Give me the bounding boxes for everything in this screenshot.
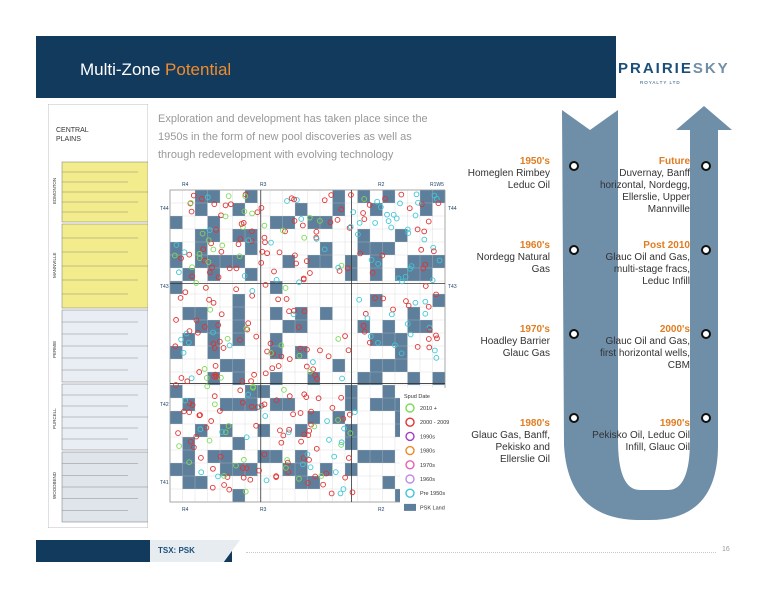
range-label-top: R2 <box>378 182 385 188</box>
timeline-entry-right <box>584 156 690 216</box>
township-label-right: T44 <box>448 206 457 212</box>
range-label-bottom: R3 <box>260 507 267 513</box>
range-label-top: R1W5 <box>430 182 444 188</box>
psk-land-cell <box>220 450 233 463</box>
timeline-description-line: multi-stage fracs, <box>613 264 690 275</box>
timeline-description-line: Leduc Infill <box>642 276 690 287</box>
timeline-dot-icon <box>569 329 579 339</box>
timeline-dot-icon <box>569 413 579 423</box>
psk-land-cell <box>208 320 221 333</box>
timeline-description-line: Mannville <box>647 204 690 215</box>
psk-land-cell <box>170 411 183 424</box>
ticker: TSX: PSK <box>158 546 195 555</box>
timeline-entry-right <box>584 418 690 454</box>
strat-group-label: MANNVILLE <box>52 252 57 278</box>
psk-land-cell <box>183 307 196 320</box>
legend-swatch <box>404 504 416 511</box>
psk-land-cell <box>383 242 396 255</box>
psk-land-cell <box>233 255 246 268</box>
strat-group-label: PERMIE <box>52 340 57 358</box>
page-number: 16 <box>722 546 730 553</box>
legend-label: PSK Land <box>420 505 445 512</box>
timeline-description-line: Pekisko and <box>495 442 550 453</box>
timeline-year: Future <box>658 156 690 167</box>
psk-land-cell <box>420 190 433 203</box>
township-label-left: T44 <box>160 206 169 212</box>
timeline-entry-left <box>440 156 550 192</box>
timeline-dot-icon <box>569 161 579 171</box>
psk-land-cell <box>270 450 283 463</box>
psk-land-cell <box>233 437 246 450</box>
psk-land-cell <box>170 346 183 359</box>
psk-land-cell <box>383 320 396 333</box>
psk-land-cell <box>270 307 283 320</box>
strat-heading-line2: PLAINS <box>56 136 81 143</box>
psk-land-cell <box>358 450 371 463</box>
psk-land-cell <box>383 359 396 372</box>
psk-land-cell <box>270 398 283 411</box>
stratigraphic-column <box>48 104 148 528</box>
timeline-description-line: Ellerslie Oil <box>499 454 550 465</box>
psk-land-cell <box>233 320 246 333</box>
timeline-description-line: CBM <box>667 360 690 371</box>
psk-land-cell <box>220 359 233 372</box>
legend-label: 1960s <box>420 477 435 483</box>
psk-land-cell <box>320 255 333 268</box>
slide-title <box>80 60 231 80</box>
timeline-year: 1960's <box>519 240 550 251</box>
timeline-description-line: Glauc Oil and Gas, <box>605 336 690 347</box>
range-label-bottom: R2 <box>378 507 385 513</box>
title-bar-slant <box>590 36 616 98</box>
psk-land-cell <box>270 216 283 229</box>
psk-land-cell <box>333 359 346 372</box>
psk-land-cell <box>383 385 396 398</box>
timeline-year: 1950's <box>519 156 550 167</box>
title-accent: Potential <box>165 60 232 79</box>
intro-text: Exploration and development has taken place since the 1950s in the form of new pool discoveries as well as through redevelopment with evolving technology <box>158 113 428 161</box>
well-map <box>160 176 460 514</box>
psk-land-cell <box>383 450 396 463</box>
logo-subtitle: ROYALTY LTD <box>640 80 681 85</box>
psk-land-cell <box>208 190 221 203</box>
psk-land-cell <box>183 476 196 489</box>
timeline-dot-icon <box>701 329 711 339</box>
timeline-description-line: Gas <box>531 264 550 275</box>
psk-land-cell <box>370 398 383 411</box>
psk-land-cell <box>170 216 183 229</box>
timeline-entry-left <box>440 324 550 360</box>
timeline-entry-left <box>440 418 550 466</box>
timeline-description-line: Ellerslie, Upper <box>622 192 690 203</box>
strat-group-label: PURCELL <box>52 408 57 429</box>
timeline-dot-icon <box>701 413 711 423</box>
psk-land-cell <box>395 359 408 372</box>
psk-land-cell <box>233 294 246 307</box>
legend-title: Spud Date <box>404 394 430 400</box>
psk-land-cell <box>370 242 383 255</box>
timeline-dot-icon <box>569 245 579 255</box>
timeline-year: 1990's <box>659 418 690 429</box>
timeline-description-line: Pekisko Oil, Leduc Oil <box>592 430 690 441</box>
psk-land-cell <box>320 307 333 320</box>
timeline-description-line: Hoadley Barrier <box>480 336 550 347</box>
title-main: Multi-Zone <box>80 60 166 79</box>
psk-land-cell <box>170 463 183 476</box>
range-label-bottom: R4 <box>182 507 189 513</box>
legend-label: Pre 1950s <box>420 491 446 498</box>
township-label-left: T42 <box>160 402 169 408</box>
timeline-year: 1970's <box>519 324 550 335</box>
psk-land-cell <box>358 229 371 242</box>
psk-land-cell <box>420 203 433 216</box>
psk-land-cell <box>370 450 383 463</box>
legend-label: 2000 - 2009 <box>420 420 450 427</box>
psk-land-cell <box>383 476 396 489</box>
township-label-left: T43 <box>160 284 169 290</box>
psk-land-cell <box>195 476 208 489</box>
timeline-entry-left <box>440 240 550 276</box>
timeline-description-line: Leduc Oil <box>507 180 550 191</box>
psk-land-cell <box>370 268 383 281</box>
psk-land-cell <box>408 307 421 320</box>
psk-land-cell <box>358 320 371 333</box>
psk-land-cell <box>320 242 333 255</box>
psk-land-cell <box>333 190 346 203</box>
psk-land-cell <box>245 463 258 476</box>
psk-land-cell <box>383 398 396 411</box>
psk-land-cell <box>408 268 421 281</box>
timeline-dot-icon <box>701 161 711 171</box>
psk-land-cell <box>233 333 246 346</box>
logo-word-2: SKY <box>692 60 730 77</box>
timeline-year: 2000's <box>659 324 690 335</box>
psk-land-cell <box>370 359 383 372</box>
legend-label: 1990s <box>420 434 435 441</box>
timeline-description-line: Nordegg Natural <box>476 252 550 263</box>
strat-group-label: EDMONTON <box>52 177 57 204</box>
footer-divider <box>246 552 716 553</box>
legend-label: 1980s <box>420 448 435 455</box>
psk-land-cell <box>195 320 208 333</box>
psk-land-cell <box>245 242 258 255</box>
psk-land-cell <box>233 463 246 476</box>
range-label-top: R3 <box>260 182 267 188</box>
logo-word-1: PRAIRIE <box>618 60 693 77</box>
psk-land-cell <box>183 450 196 463</box>
psk-land-cell <box>233 307 246 320</box>
strat-group-label: WOODBEND <box>52 472 57 499</box>
timeline-year: 1980's <box>519 418 550 429</box>
psk-land-cell <box>258 424 271 437</box>
psk-land-cell <box>208 346 221 359</box>
psk-land-cell <box>258 385 271 398</box>
psk-land-cell <box>270 281 283 294</box>
timeline-year: Post 2010 <box>643 240 690 251</box>
psk-land-cell <box>233 359 246 372</box>
timeline-description-line: Glauc Gas, Banff, <box>471 430 550 441</box>
psk-land-cell <box>195 424 208 437</box>
timeline-description-line: Glauc Gas <box>502 348 550 359</box>
psk-land-cell <box>195 203 208 216</box>
timeline-description-line: Duvernay, Banff <box>619 168 690 179</box>
legend-label: 1970s <box>420 462 435 469</box>
township-label-left: T41 <box>160 480 169 486</box>
psk-land-cell <box>358 242 371 255</box>
range-label-top: R4 <box>182 182 189 188</box>
timeline-description-line: horizontal, Nordegg, <box>599 180 690 191</box>
timeline-description-line: Infill, Glauc Oil <box>625 442 690 453</box>
township-label-right: T43 <box>448 284 457 290</box>
legend-label: 2010 + <box>420 406 437 412</box>
psk-land-cell <box>170 281 183 294</box>
psk-land-cell <box>283 398 296 411</box>
psk-land-cell <box>283 320 296 333</box>
psk-land-cell <box>208 216 221 229</box>
company-logo <box>618 60 730 77</box>
strat-heading-line1: CENTRAL <box>56 127 89 134</box>
psk-land-cell <box>395 346 408 359</box>
psk-land-cell <box>170 242 183 255</box>
psk-land-cell <box>270 333 283 346</box>
psk-land-cell <box>420 320 433 333</box>
timeline-dot-icon <box>701 245 711 255</box>
timeline-description-line: Homeglen Rimbey <box>467 168 550 179</box>
psk-land-cell <box>295 203 308 216</box>
timeline-entry-right <box>584 240 690 288</box>
timeline-description-line: first horizontal wells, <box>599 348 690 359</box>
timeline-description-line: Glauc Oil and Gas, <box>605 252 690 263</box>
timeline-entry-right <box>584 324 690 372</box>
